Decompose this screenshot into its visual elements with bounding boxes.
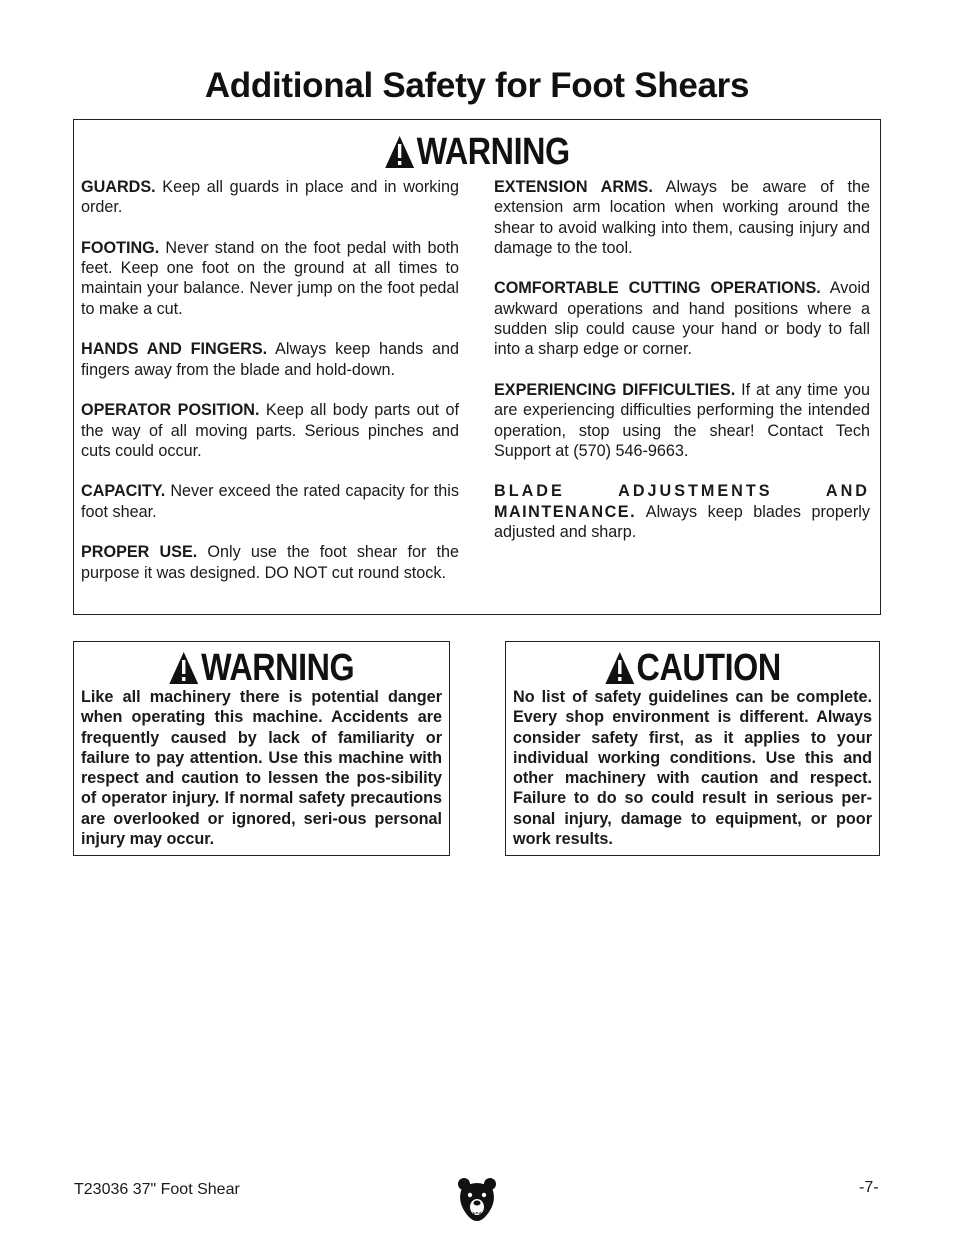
main-warning-box	[73, 119, 881, 615]
warning-box	[73, 641, 450, 856]
warning-signal-word: WARNING	[416, 130, 570, 173]
left-column	[81, 177, 459, 603]
main-warning-header	[134, 132, 819, 172]
caution-signal-word: CAUTION	[636, 646, 781, 689]
hands-fingers-paragraph: HANDS AND FINGERS. Always keep hands and fingers away from the blade and hold-down.	[81, 340, 459, 379]
footer-model: T23036 37" Foot Shear	[74, 1181, 240, 1198]
caution-box-header	[534, 648, 851, 688]
warning-signal-word: WARNING	[201, 646, 355, 689]
warning-triangle-icon	[604, 651, 635, 685]
comfortable-cutting-paragraph: COMFORTABLE CUTTING OPERATIONS. Avoid awkward operations and hand positions where a sudden slip could cause your hand or body to fall into a sharp edge or corner.	[494, 279, 870, 359]
proper-use-paragraph: PROPER USE. Only use the foot shear for the purpose it was designed. DO NOT cut round stock.	[81, 543, 459, 582]
bear-head-logo-icon	[456, 1176, 498, 1222]
page-number: -7-	[859, 1179, 879, 1196]
warning-triangle-icon	[169, 651, 200, 685]
right-column	[494, 177, 870, 542]
warning-box-header	[102, 648, 421, 688]
caution-box-text: No list of safety guidelines can be complete. Every shop environment is different. Always consider safety first, as it applies to your individual working conditions. Use this and other machinery with caution and respect. Failure to do so could result in serious per-sonal injury, damage to equipment, or poor work results.	[513, 688, 872, 849]
warning-box-text: Like all machinery there is potential danger when operating this machine. Accidents are frequently caused by lack of familiarity or failure to pay attention. Use this machine with respect and caution to lessen the pos-sibility of operator injury. If normal safety precautions are overlooked or ignored, seri-ous personal injury may occur.	[81, 688, 442, 849]
extension-arms-paragraph: EXTENSION ARMS. Always be aware of the extension arm location when working around the shear to avoid walking into them, causing injury and damage to the tool.	[494, 178, 870, 257]
blade-adjustments-paragraph: BLADE ADJUSTMENTS AND MAINTENANCE. Always keep blades properly adjusted and sharp.	[494, 482, 870, 542]
operator-position-paragraph: OPERATOR POSITION. Keep all body parts out of the way of all moving parts. Serious pinches and cuts could occur.	[81, 401, 460, 460]
capacity-paragraph: CAPACITY. Never exceed the rated capacity for this foot shear.	[81, 482, 459, 521]
warning-triangle-icon	[384, 135, 415, 169]
caution-box	[505, 641, 880, 856]
guards-paragraph: GUARDS. Keep all guards in place and in working order.	[81, 178, 459, 217]
experiencing-difficulties-paragraph: EXPERIENCING DIFFICULTIES. If at any time you are experiencing difficulties performing the intended operation, stop using the shear! Contact Tech Support at (570) 546-9663.	[494, 380, 870, 460]
footing-paragraph: FOOTING. Never stand on the foot pedal with both feet. Keep one foot on the ground at all times to maintain your balance. Never jump on the foot pedal to make a cut.	[81, 238, 459, 318]
page-title: Additional Safety for Foot Shears	[204, 66, 750, 105]
